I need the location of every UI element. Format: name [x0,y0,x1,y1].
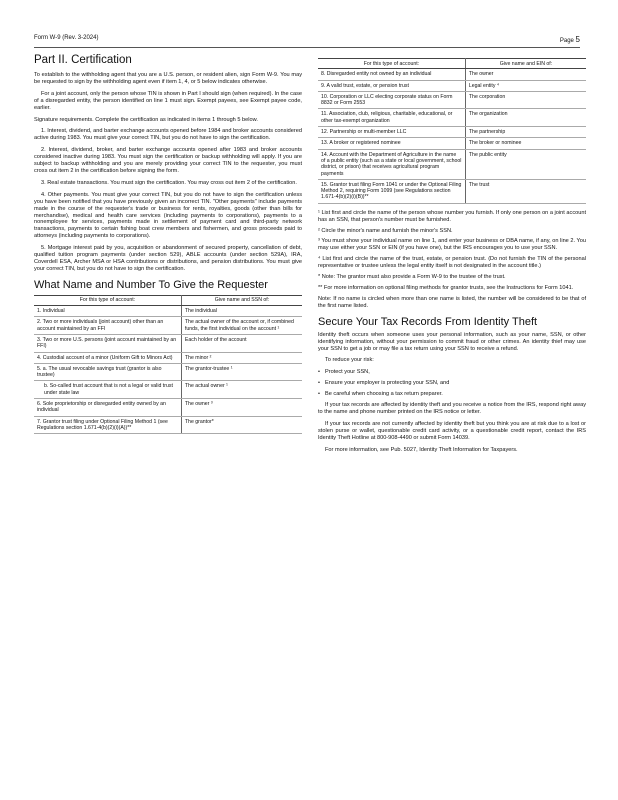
table-row: 13. A broker or registered nominee The broker or nominee [318,138,586,149]
ein-table [318,58,586,204]
table-row: 4. Custodial account of a minor (Uniform Gift to Minors Act) The minor ² [34,352,302,363]
what-name-title: What Name and Number To Give the Requester [34,278,268,291]
part2-title: Part II. Certification [34,54,132,66]
joint-account-text: For a joint account, only the person whose TIN is shown in Part I should sign (when required). In the case of a disregarded entity, the person identified on line 1 must sign. Exempt payees, see Exempt payee code, earlier. [34,90,302,111]
table-row: 11. Association, club, religious, charitable, educational, or other tax-exempt organization The organization [318,109,586,127]
part2-intro: To establish to the withholding agent that you are a U.S. person, or resident alien, sign Form W-9. You may be requested to sign by the withholding agent even if item 1, 4, or 5 below indicates otherwise. [34,72,302,85]
footnote-optional-methods: ** For more information on optional filing methods for grantor trusts, see the Instructions for Form 1041. [318,285,574,291]
secure-records-title: Secure Your Tax Records From Identity Theft [318,315,538,328]
table-row: 10. Corporation or LLC electing corporate status on Form 8832 or Form 2553 The corporation [318,91,586,109]
footnote-2: ² Circle the minor's name and furnish the minor's SSN. [318,227,453,234]
ein-col-header-account: For this type of account: [318,59,465,69]
table-row: 8. Disregarded entity not owned by an individual The owner [318,69,586,80]
form-id: Form W-9 (Rev. 3-2024) [34,35,99,41]
cert-item-2: 2. Interest, dividend, broker, and barter exchange accounts opened after 1983 and broker accounts considered inactive during 1983. You must sign the certification or backup withholding will apply. If you are subject to backup withholding and you are merely providing your correct TIN to the requester, you must cross out item 2 in the certification before signing the form. [34,147,302,174]
right-column [318,54,586,459]
table-row: 14. Account with the Department of Agriculture in the name of a public entity (such as a state or local government, school district, or prison) that receives agricultural program payments The public entity [318,149,586,179]
cert-item-4: 4. Other payments. You must give your correct TIN, but you do not have to sign the certification unless you have been notified that you have previously given an incorrect TIN. "Other payments" include payments made in the course of the requester's trade or business for rents, royalties, goods (other than bills for merchandise), medical and health care services (including payments to corporations), payments to a nonemployee for services, payments made in settlement of payment card and third-party network transactions, payments to certain fishing boat crew members and fishermen, and gross proceeds paid to attorneys (including payments to corporations). [34,191,302,240]
reduce-risk-label: To reduce your risk: [325,357,374,364]
affected-records-text: If your tax records are affected by identity theft and you receive a notice from the IRS, respond right away to the name and phone number printed on the IRS notice or letter. [318,402,586,415]
header-rule [34,47,580,48]
ssn-col-header-account: For this type of account: [34,295,181,305]
page-header [34,35,580,45]
list-item: • Be careful when choosing a tax return preparer. [318,391,443,398]
table-row: b. So-called trust account that is not a legal or valid trust under state law The actual owner ¹ [34,381,302,399]
table-row: 6. Sole proprietorship or disregarded entity owned by an individual The owner ³ [34,399,302,417]
cert-item-5: 5. Mortgage interest paid by you, acquisition or abandonment of secured property, cancellation of debt, qualified tuition program payments (under section 529), ABLE accounts (under section 529A), IRA, Coverdell ESA, Archer MSA or HSA contributions or distributions, and pension distributions. You must give your correct TIN, but you do not have to sign the certification. [34,245,302,272]
footnote-grantor-note: * Note: The grantor must also provide a Form W-9 to the trustee of the trust. [318,274,506,281]
page-number: Page 5 [559,35,580,44]
risk-list [318,369,586,398]
identity-theft-text: Identity theft occurs when someone uses your personal information, such as your name, SSN, or other identifying information, without your permission to commit fraud or other crimes. An identity thief may use your SSN to get a job or may file a tax return using your SSN to receive a refund. [318,331,586,352]
not-affected-text: If your tax records are not currently affected by identity theft but you think you are at risk due to a lost or stolen purse or wallet, questionable credit card activity, or a questionable credit report, contact the IRS Identity Theft Hotline at 800-908-4490 or submit Form 14039. [318,420,586,441]
footnote-1: ¹ List first and circle the name of the person whose number you furnish. If only one person on a joint account has an SSN, that person's number must be furnished. [318,209,586,223]
ssn-col-header-give: Give name and SSN of: [181,295,302,305]
table-row: 3. Two or more U.S. persons (joint account maintained by an FFI) Each holder of the account [34,334,302,352]
cert-item-3: 3. Real estate transactions. You must sign the certification. You may cross out item 2 of the certification. [41,179,297,186]
footnotes [318,210,586,310]
footnote-4: ⁴ List first and circle the name of the trust, estate, or pension trust. (Do not furnish the TIN of the personal representative or trustee unless the legal entity itself is not designated in the account title.) [318,256,586,270]
table-row: 5. a. The usual revocable savings trust (grantor is also trustee) The grantor-trustee ¹ [34,363,302,381]
more-info-text: For more information, see Pub. 5027, Identity Theft Information for Taxpayers. [325,446,518,453]
table-row: 15. Grantor trust filing Form 1041 or under the Optional Filing Method 2, requiring Form 1099 (see Regulations section 1.671-4(b)(2)(i)(B))** The trust [318,179,586,203]
signature-requirements: Signature requirements. Complete the certification as indicated in items 1 through 5 below. [34,116,258,123]
left-column [34,54,302,434]
table-row: 12. Partnership or multi-member LLC The partnership [318,127,586,138]
table-row: 9. A valid trust, estate, or pension trust Legal entity ⁴ [318,80,586,91]
footnote-3: ³ You must show your individual name on line 1, and enter your business or DBA name, if any, on line 2. You may use either your SSN or EIN (if you have one), but the IRS encourages you to use your SSN. [318,238,586,252]
ein-col-header-give: Give name and EIN of: [465,59,586,69]
list-item: • Protect your SSN, [318,369,370,376]
table-row: 2. Two or more individuals (joint account) other than an account maintained by an FFI The actual owner of the account or, if combined funds, the first individual on the account ¹ [34,317,302,335]
cert-item-1: 1. Interest, dividend, and barter exchange accounts opened before 1984 and broker accounts considered active during 1983. You must give your correct TIN, but you do not have to sign the certification. [34,128,302,142]
list-item: • Ensure your employer is protecting your SSN, and [318,380,450,387]
table-row: 1. Individual The individual [34,306,302,317]
footnote-circle-note: Note: If no name is circled when more than one name is listed, the number will be considered to be that of the first name listed. [318,295,586,309]
table-row: 7. Grantor trust filing under Optional Filing Method 1 (see Regulations section 1.671-4(b)(2)(i)(A))** The grantor* [34,416,302,434]
ssn-table [34,295,302,434]
